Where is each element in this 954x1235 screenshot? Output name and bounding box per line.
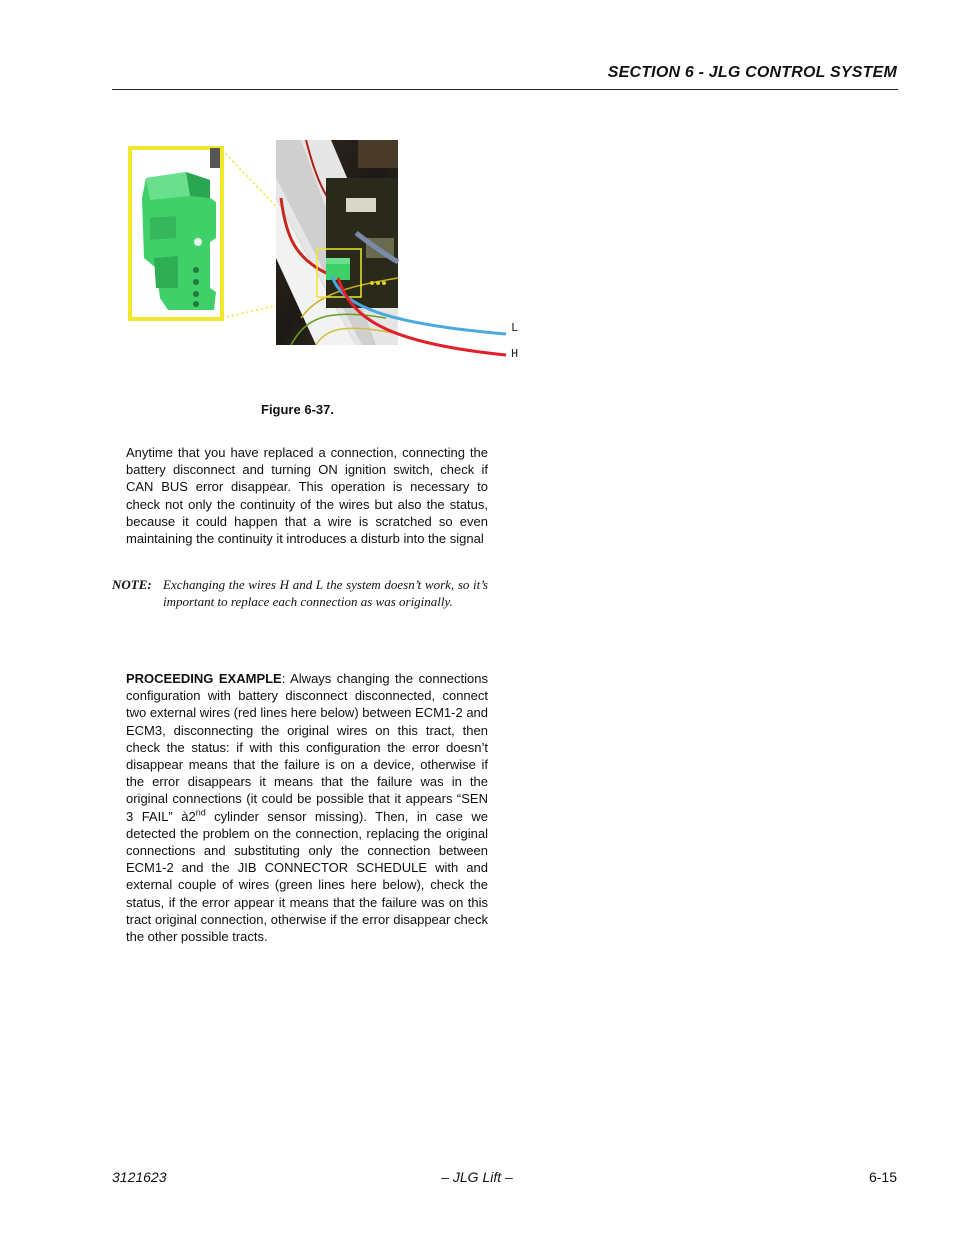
paragraph-can-bus-check: Anytime that you have replaced a connection, connecting the battery disconnect and turning ON ignition switch, check if CAN BUS error disappear. This operation is necessary to check not only the continuity of the wires but also the status, because it could happen that a wire is scratched so even maintaining the continuity it introduces a disturb into the signal (126, 445, 488, 547)
connector-figure (126, 138, 526, 368)
footer-page-number: 6-15 (868, 1169, 897, 1185)
ordinal-suffix: nd (195, 807, 206, 818)
footer-publisher: – JLG Lift – (441, 1169, 513, 1185)
figure-caption: Figure 6-37. (261, 402, 334, 417)
note-text: Exchanging the wires H and L the system doesn’t work, so it’s important to replace each connection as was originally. (163, 577, 488, 610)
proceeding-example-lead: PROCEEDING EXAMPLE (126, 671, 282, 686)
note-label: NOTE: (112, 577, 152, 592)
section-title: SECTION 6 - JLG CONTROL SYSTEM (607, 64, 897, 81)
connector-zoom-inset (130, 148, 222, 319)
paragraph-proceeding-example (126, 670, 488, 945)
proceeding-example-text-2: cylinder sensor missing). Then, in case we detected the problem on the connection, replacing the original connections and substituting only the connection between ECM1-2 and the JIB CONNECTOR SCHEDULE with and external couple of wires (green lines here below), check the status, if the error appear it means that the failure was on this tract original connection, otherwise if the error disappear check the other possible tracts. (126, 808, 488, 945)
wire-label-high: H (511, 347, 519, 361)
header-rule (112, 89, 898, 90)
proceeding-example-text-1: : Always changing the connections configuration with battery disconnect disconnected, connect two external wires (red lines here below) between ECM1-2 and ECM3, disconnecting the original wires on this tract, then check the status: if with this configuration the error doesn’t disappear means that the failure is on a device, otherwise if the error disappears it means that the failure was in the original connections (it could be possible that it appears “SEN 3 FAIL” à2 (126, 671, 489, 824)
footer-doc-number: 3121623 (112, 1169, 167, 1185)
wire-label-low: L (511, 321, 519, 335)
